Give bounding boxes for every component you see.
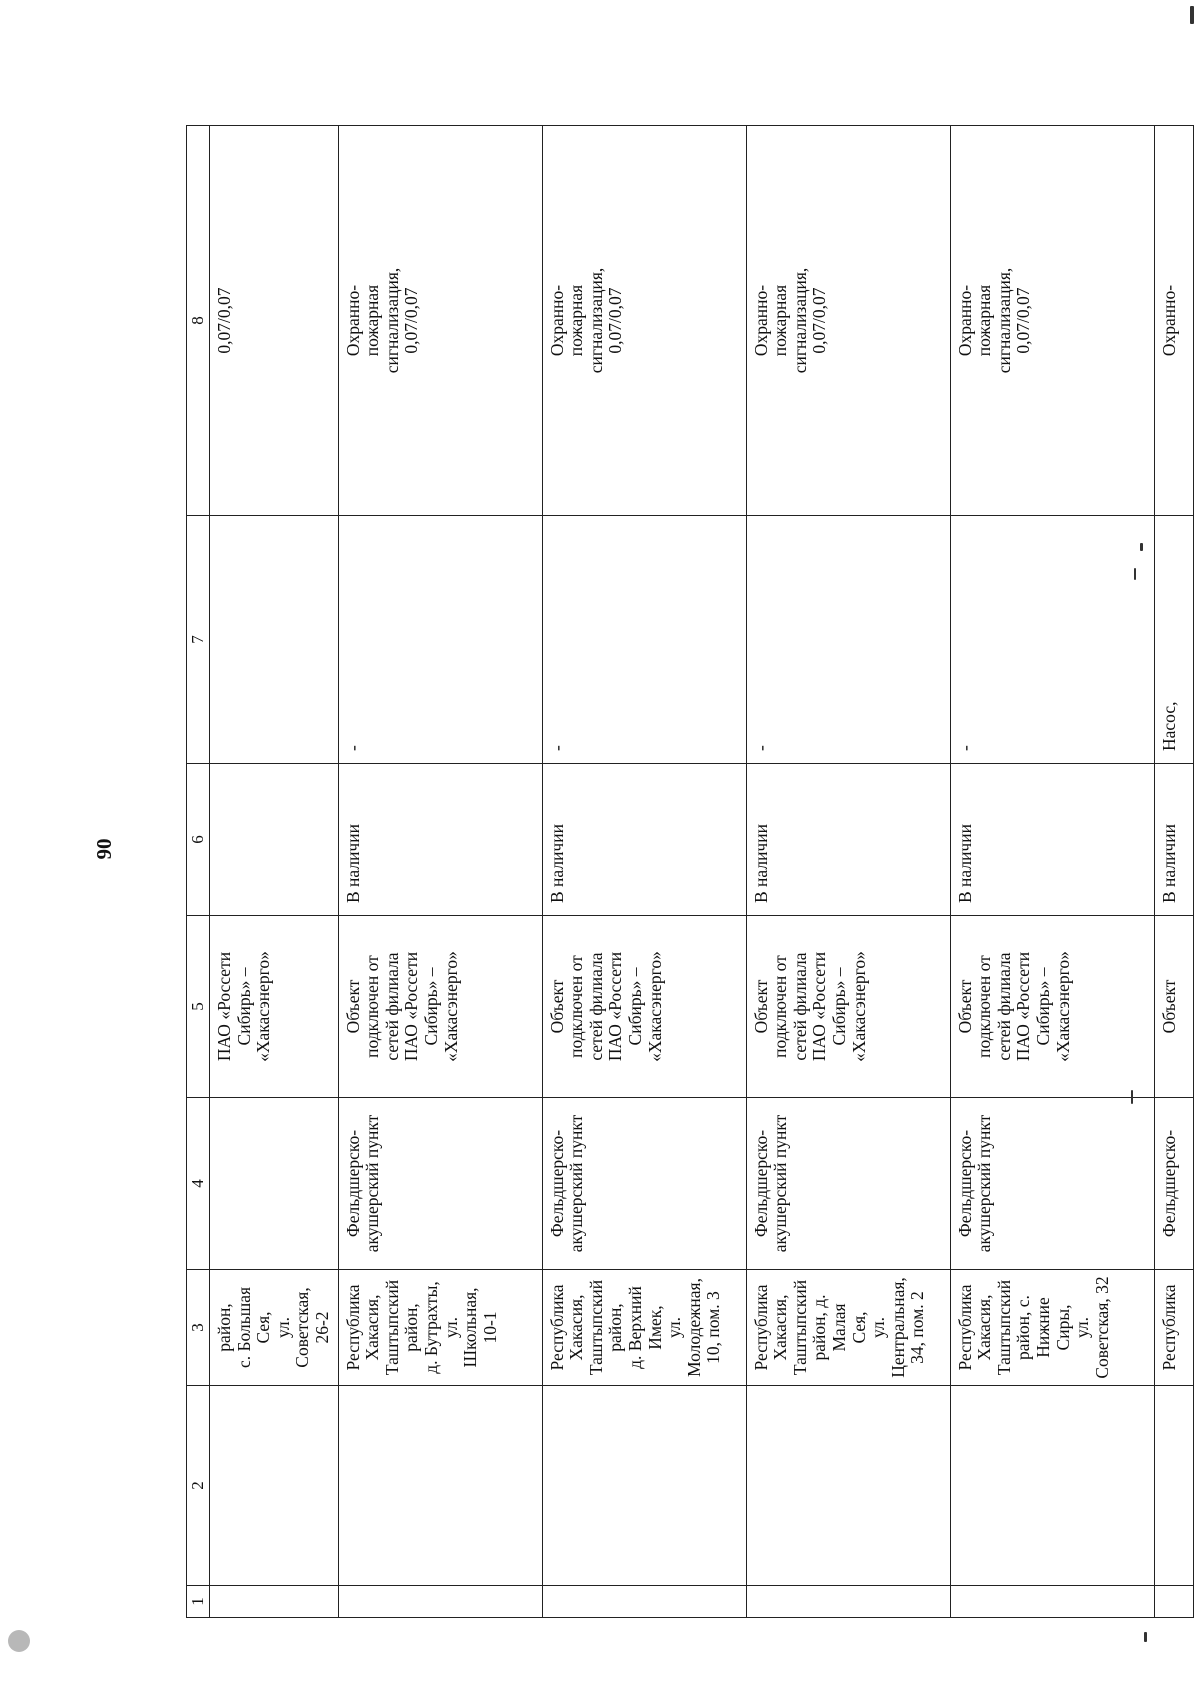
rotated-table-container xyxy=(186,126,1179,1618)
table-row xyxy=(210,126,339,1618)
scan-speck xyxy=(8,1630,30,1652)
scan-speck xyxy=(1134,568,1136,580)
table-cell-col7: - xyxy=(338,516,542,764)
table-cell-col1 xyxy=(542,1586,746,1618)
table-cell-col2 xyxy=(746,1386,950,1586)
table-cell-col1 xyxy=(1154,1586,1193,1618)
table-cell-col4: Фельдшерско- акушерский пункт xyxy=(950,1098,1154,1270)
table-cell-col1 xyxy=(210,1586,339,1618)
table-cell-col7: - xyxy=(542,516,746,764)
scan-speck xyxy=(1190,6,1194,24)
table-cell-col1 xyxy=(746,1586,950,1618)
column-header: 4 xyxy=(187,1098,210,1270)
table-cell-col5: Объект подключен от сетей филиала ПАО «Россети Сибирь» – «Хакасэнерго» xyxy=(746,916,950,1098)
table-cell-col5: ПАО «Россети Сибирь» – «Хакасэнерго» xyxy=(210,916,339,1098)
table-cell-col6: В наличии xyxy=(542,764,746,916)
column-header: 1 xyxy=(187,1586,210,1618)
column-header: 7 xyxy=(187,516,210,764)
table-cell-col4: Фельдшерско- акушерский пункт xyxy=(746,1098,950,1270)
table-header-row xyxy=(187,126,210,1618)
table-cell-col8: Охранно- пожарная сигнализация, 0,07/0,07 xyxy=(746,126,950,516)
table-cell-col3: Республика Хакасия, Таштыпский район, д. Бутрахты, ул. Школьная, 10-1 xyxy=(338,1270,542,1386)
scan-speck xyxy=(1144,1632,1147,1642)
table-cell-col7: - xyxy=(950,516,1154,764)
table-cell-col1 xyxy=(338,1586,542,1618)
table-cell-col3: район, с. Большая Сея, ул. Советская, 26-2 xyxy=(210,1270,339,1386)
table-row xyxy=(338,126,542,1618)
table-cell-col6: В наличии xyxy=(950,764,1154,916)
table-row xyxy=(1154,126,1193,1618)
table-cell-col4: Фельдшерско- акушерский пункт xyxy=(542,1098,746,1270)
table-cell-col7: Насос, xyxy=(1154,516,1193,764)
table-row xyxy=(746,126,950,1618)
table-cell-col5: Объект подключен от сетей филиала ПАО «Россети Сибирь» – «Хакасэнерго» xyxy=(542,916,746,1098)
scan-speck xyxy=(1140,543,1143,551)
column-header: 8 xyxy=(187,126,210,516)
table-cell-col3: Республика xyxy=(1154,1270,1193,1386)
table-row xyxy=(542,126,746,1618)
table-cell-col5: Объект подключен от сетей филиала ПАО «Россети Сибирь» – «Хакасэнерго» xyxy=(950,916,1154,1098)
column-header: 5 xyxy=(187,916,210,1098)
table-cell-col8: 0,07/0,07 xyxy=(210,126,339,516)
column-header: 2 xyxy=(187,1386,210,1586)
table-cell-col5: Объект подключен от сетей филиала ПАО «Россети Сибирь» – «Хакасэнерго» xyxy=(338,916,542,1098)
table-cell-col4: Фельдшерско- xyxy=(1154,1098,1193,1270)
table-cell-col8: Охранно- пожарная сигнализация, 0,07/0,07 xyxy=(338,126,542,516)
table-cell-col2 xyxy=(1154,1386,1193,1586)
table-cell-col3: Республика Хакасия, Таштыпский район, д. Малая Сея, ул. Центральная, 34, пом. 2 xyxy=(746,1270,950,1386)
column-header: 6 xyxy=(187,764,210,916)
table-cell-col7 xyxy=(210,516,339,764)
table-cell-col2 xyxy=(338,1386,542,1586)
table-cell-col6: В наличии xyxy=(338,764,542,916)
table-cell-col4 xyxy=(210,1098,339,1270)
table-row xyxy=(950,126,1154,1618)
table-cell-col8: Охранно- xyxy=(1154,126,1193,516)
table-cell-col6 xyxy=(210,764,339,916)
scan-speck xyxy=(1131,1090,1133,1104)
page-number: 90 xyxy=(92,838,116,860)
data-table xyxy=(186,125,1194,1618)
column-header: 3 xyxy=(187,1270,210,1386)
table-cell-col3: Республика Хакасия, Таштыпский район, д. Верхний Имек, ул. Молодежная, 10, пом. 3 xyxy=(542,1270,746,1386)
table-body xyxy=(187,126,1194,1618)
table-cell-col2 xyxy=(542,1386,746,1586)
table-cell-col8: Охранно- пожарная сигнализация, 0,07/0,07 xyxy=(950,126,1154,516)
table-cell-col1 xyxy=(950,1586,1154,1618)
table-cell-col7: - xyxy=(746,516,950,764)
table-cell-col8: Охранно- пожарная сигнализация, 0,07/0,07 xyxy=(542,126,746,516)
table-cell-col6: В наличии xyxy=(1154,764,1193,916)
table-cell-col3: Республика Хакасия, Таштыпский район, с. Нижние Сиры, ул. Советская, 32 xyxy=(950,1270,1154,1386)
table-cell-col6: В наличии xyxy=(746,764,950,916)
table-cell-col4: Фельдшерско- акушерский пункт xyxy=(338,1098,542,1270)
table-cell-col2 xyxy=(950,1386,1154,1586)
table-cell-col2 xyxy=(210,1386,339,1586)
table-cell-col5: Объект xyxy=(1154,916,1193,1098)
